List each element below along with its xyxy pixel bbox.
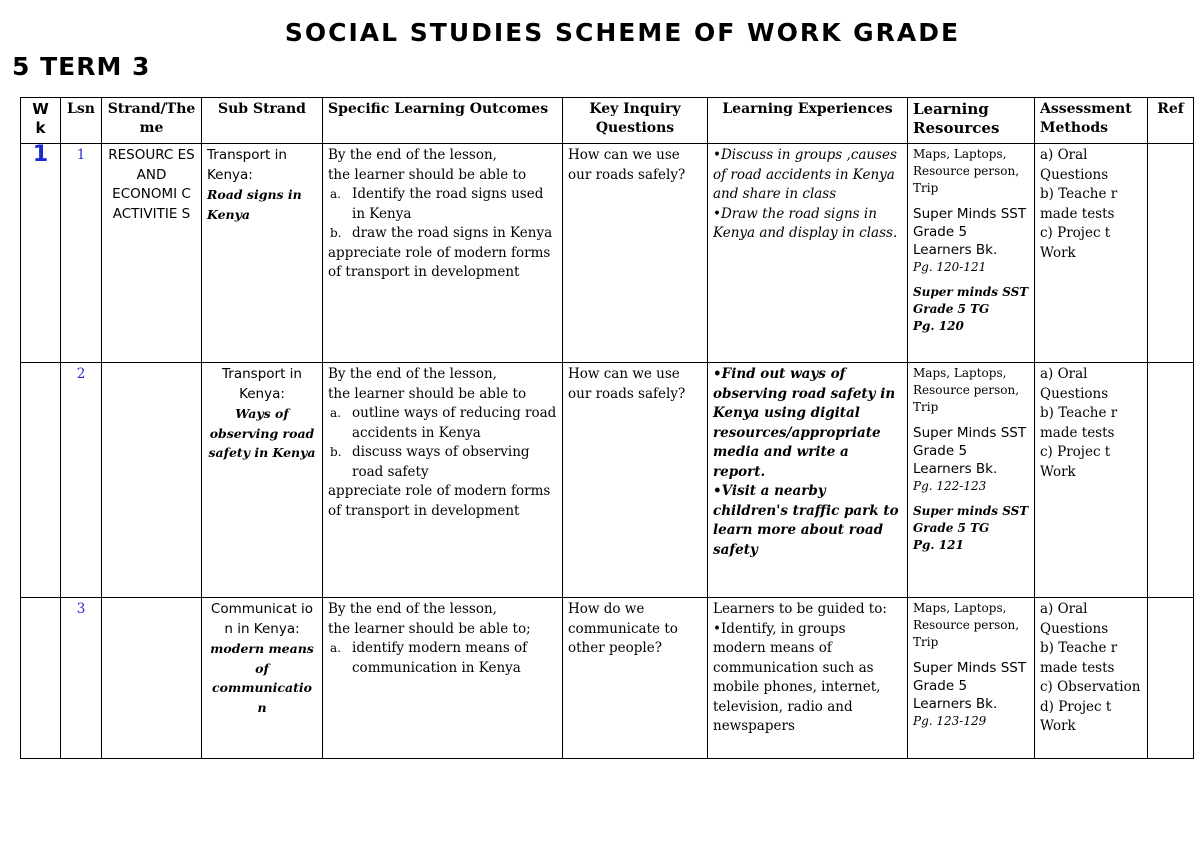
- outcome-item: Identify the road signs used in Kenya: [352, 186, 544, 222]
- outcome-intro: By the end of the lesson,: [328, 366, 497, 382]
- resources-cell: [908, 144, 1035, 363]
- resource-book: Super Minds SST Grade 5 Learners Bk.: [913, 425, 1027, 477]
- header-lsn: Lsn: [61, 98, 102, 144]
- sub-strand-topic: Ways of observing road safety in Kenya: [208, 406, 316, 460]
- inquiry-cell: How can we use our roads safely?: [563, 144, 708, 363]
- sub-strand-cell: [202, 598, 323, 759]
- ref-cell: [1148, 598, 1194, 759]
- experiences-cell: [708, 598, 908, 759]
- resource-tg: Super minds SST Grade 5 TG: [913, 285, 1029, 316]
- resource-list: Maps, Laptops, Resource person, Trip: [913, 601, 1020, 649]
- assessment-cell: [1035, 144, 1148, 363]
- outcome-item: identify modern means of communication in Kenya: [352, 640, 528, 676]
- outcomes-cell: [323, 363, 563, 598]
- lesson-cell: 3: [61, 598, 102, 759]
- table-row: [21, 363, 1194, 598]
- resource-book: Super Minds SST Grade 5 Learners Bk.: [913, 660, 1027, 712]
- assessment-item: a) Oral Questions: [1040, 601, 1109, 637]
- assessment-cell: [1035, 363, 1148, 598]
- outcome-intro-2: the learner should be able to: [328, 385, 527, 402]
- sub-strand-cell: [202, 144, 323, 363]
- resource-tg: Super minds SST Grade 5 TG: [913, 504, 1029, 535]
- assessment-item: c) Observation: [1040, 679, 1141, 695]
- resource-tg-pages: Pg. 120: [913, 319, 964, 333]
- ref-cell: [1148, 144, 1194, 363]
- outcome-list: [328, 639, 557, 678]
- inquiry-cell: How do we communicate to other people?: [563, 598, 708, 759]
- header-experiences: Learning Experiences: [708, 98, 908, 144]
- inquiry-cell: How can we use our roads safely?: [563, 363, 708, 598]
- week-cell: [21, 598, 61, 759]
- assessment-item: b) Teache r made tests: [1040, 186, 1118, 222]
- sub-strand-cell: [202, 363, 323, 598]
- outcome-item: outline ways of reducing road accidents in Kenya: [352, 405, 557, 441]
- sub-strand-title: Transport in Kenya:: [207, 147, 287, 183]
- outcome-item: discuss ways of observing road safety: [352, 444, 530, 480]
- sub-strand-title: Communicat io n in Kenya:: [210, 601, 314, 637]
- resource-pages: Pg. 120-121: [913, 260, 987, 274]
- header-assessment: Assessment Methods: [1035, 98, 1148, 144]
- document-title-continuation: 5 TERM 3: [12, 52, 151, 81]
- ref-cell: [1148, 363, 1194, 598]
- experience-item: • Draw the road signs in Kenya and display in class.: [713, 205, 902, 244]
- header-strand: Strand/The me: [102, 98, 202, 144]
- week-cell: [21, 363, 61, 598]
- sub-strand-topic: Road signs in Kenya: [207, 187, 302, 222]
- strand-cell: RESOURC ES AND ECONOMI C ACTIVITIE S: [102, 144, 202, 363]
- header-resources: Learning Resources: [908, 98, 1035, 144]
- table-row: [21, 144, 1194, 363]
- resource-tg-pages: Pg. 121: [913, 538, 964, 552]
- assessment-item: c) Projec t Work: [1040, 225, 1111, 261]
- sub-strand-topic: modern means of communicatio n: [210, 641, 314, 715]
- experience-intro: Learners to be guided to:: [713, 601, 887, 617]
- strand-cell: [102, 598, 202, 759]
- strand-cell: [102, 363, 202, 598]
- table-row: [21, 598, 1194, 759]
- outcome-tail: appreciate role of modern forms of transport in development: [328, 483, 551, 519]
- header-outcomes: Specific Learning Outcomes: [323, 98, 563, 144]
- outcome-intro-2: the learner should be able to;: [328, 620, 531, 637]
- resource-list: Maps, Laptops, Resource person, Trip: [913, 366, 1020, 414]
- header-sub-strand: Sub Strand: [202, 98, 323, 144]
- assessment-cell: [1035, 598, 1148, 759]
- resources-cell: [908, 598, 1035, 759]
- scheme-of-work-table: [20, 97, 1194, 759]
- header-wk: W k: [21, 98, 61, 144]
- outcome-intro: By the end of the lesson,: [328, 147, 497, 163]
- assessment-item: a) Oral Questions: [1040, 147, 1109, 183]
- assessment-item: b) Teache r made tests: [1040, 640, 1118, 676]
- assessment-item: c) Projec t Work: [1040, 444, 1111, 480]
- week-number: 1: [32, 142, 49, 167]
- outcome-intro: By the end of the lesson,: [328, 601, 497, 617]
- assessment-item: d) Projec t Work: [1040, 698, 1112, 734]
- sub-strand-title: Transport in Kenya:: [222, 366, 302, 402]
- assessment-item: a) Oral Questions: [1040, 366, 1109, 402]
- outcomes-cell: [323, 598, 563, 759]
- assessment-item: b) Teache r made tests: [1040, 405, 1118, 441]
- experience-item: • Identify, in groups modern means of communication such as mobile phones, internet, television, radio and newspapers: [713, 620, 902, 737]
- lesson-cell: 1: [61, 144, 102, 363]
- outcome-tail: appreciate role of modern forms of transport in development: [328, 244, 551, 280]
- experience-item: • Find out ways of observing road safety in Kenya using digital resources/appropriate media and write a report.: [713, 365, 902, 482]
- resources-cell: [908, 363, 1035, 598]
- resource-book: Super Minds SST Grade 5 Learners Bk.: [913, 206, 1027, 258]
- header-ref: Ref: [1148, 98, 1194, 144]
- outcome-intro-2: the learner should be able to: [328, 166, 527, 183]
- resource-pages: Pg. 122-123: [913, 479, 987, 493]
- week-cell: [21, 144, 61, 363]
- outcome-item: draw the road signs in Kenya: [352, 225, 553, 241]
- experiences-cell: [708, 144, 908, 363]
- experience-item: • Visit a nearby children's traffic park to learn more about road safety: [713, 482, 902, 560]
- lesson-cell: 2: [61, 363, 102, 598]
- outcome-list: [328, 404, 557, 482]
- experiences-cell: [708, 363, 908, 598]
- outcomes-cell: [323, 144, 563, 363]
- experience-item: • Discuss in groups ,causes of road accidents in Kenya and share in class: [713, 146, 902, 205]
- header-inquiry: Key Inquiry Questions: [563, 98, 708, 144]
- outcome-list: [328, 185, 557, 244]
- resource-list: Maps, Laptops, Resource person, Trip: [913, 147, 1020, 195]
- header-row: [21, 98, 1194, 144]
- document-title: SOCIAL STUDIES SCHEME OF WORK GRADE: [284, 18, 961, 47]
- resource-pages: Pg. 123-129: [913, 714, 987, 728]
